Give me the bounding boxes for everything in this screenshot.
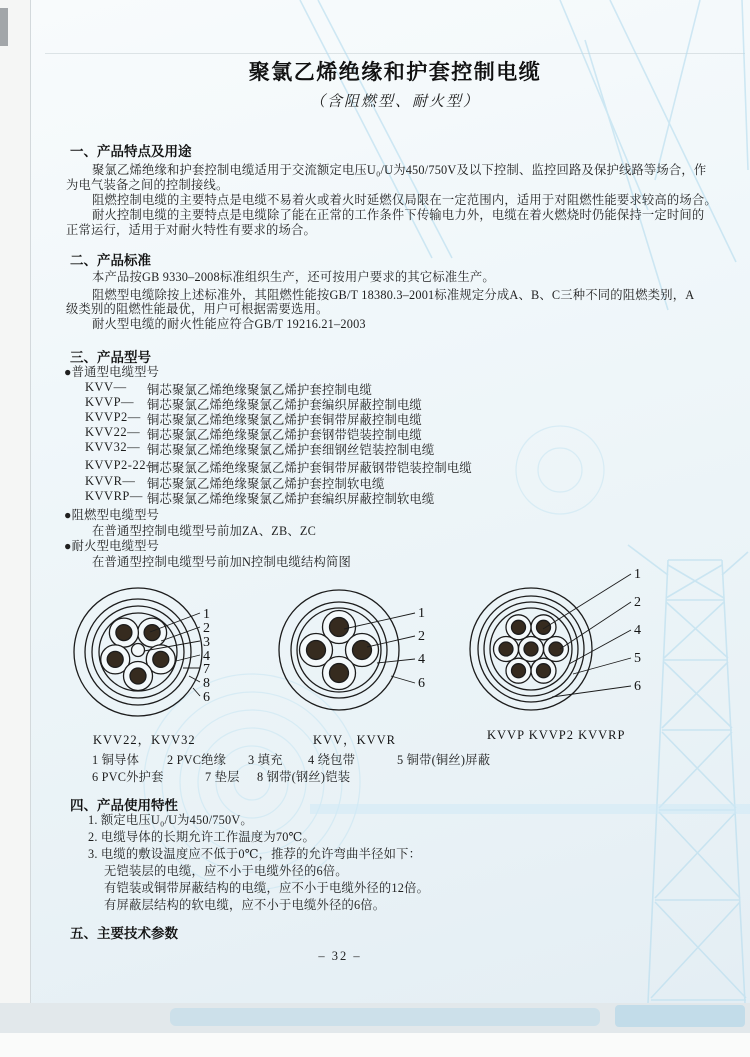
- flame-note: 在普通型控制电缆型号前加ZA、ZB、ZC: [92, 524, 316, 538]
- diagram-label: 1: [634, 567, 641, 582]
- legend-item: 7 垫层: [205, 770, 240, 784]
- fire-note: 在普通型控制电缆型号前加N控制电缆结构简图: [92, 555, 352, 569]
- legend-item: 3 填充: [248, 753, 283, 767]
- diagram-label: 6: [203, 690, 210, 705]
- diagram-label: 6: [634, 679, 641, 694]
- model-desc: 铜芯聚氯乙烯绝缘聚氯乙烯护套控制软电缆: [147, 477, 385, 491]
- model-code: KVVP—: [85, 395, 135, 409]
- section-heading-parameters: 五、主要技术参数: [70, 926, 178, 941]
- model-code: KVVP2-22—: [85, 458, 159, 472]
- diagram-label: 4: [418, 652, 425, 667]
- body-line: 本产品按GB 9330–2008标准组织生产，还可按用户要求的其它标准生产。: [92, 270, 495, 284]
- diagram-label: 4: [634, 623, 641, 638]
- legend-item: 4 绕包带: [308, 753, 356, 767]
- usage-subitem: 有屏蔽层结构的软电缆，应不小于电缆外径的6倍。: [104, 898, 386, 912]
- model-desc: 铜芯聚氯乙烯绝缘聚氯乙烯护套编织屏蔽控制软电缆: [147, 492, 435, 506]
- doc-subtitle: （含阻燃型、耐火型）: [309, 94, 480, 110]
- model-code: KVVRP—: [85, 489, 143, 503]
- model-desc: 铜芯聚氯乙烯绝缘聚氯乙烯护套控制电缆: [147, 383, 372, 397]
- cable-structure-diagrams: [0, 555, 750, 755]
- body-line: 为电气装备之间的控制接线。: [66, 178, 229, 192]
- diagram-label: 2: [634, 595, 641, 610]
- diagram-caption-plain: KVV，KVVR: [313, 733, 397, 747]
- diagram-label: 1: [203, 607, 210, 622]
- usage-subitem: 有铠装或铜带屏蔽结构的电缆，应不小于电缆外径的12倍。: [104, 881, 430, 895]
- diagram-label: 5: [634, 651, 641, 666]
- section-heading-models: 三、产品型号: [70, 350, 151, 365]
- model-desc: 铜芯聚氯乙烯绝缘聚氯乙烯护套钢带铠装控制电缆: [147, 428, 422, 442]
- bullet-fire-models: ●耐火型电缆型号: [64, 539, 160, 553]
- usage-subitem: 无铠装层的电缆，应不小于电缆外径的6倍。: [104, 864, 348, 878]
- diagram-label: 8: [203, 676, 210, 691]
- usage-item: 2. 电缆导体的长期允许工作温度为70℃。: [88, 830, 316, 844]
- doc-title: 聚氯乙烯绝缘和护套控制电缆: [248, 60, 542, 84]
- diagram-label: 2: [418, 629, 425, 644]
- diagram-label: 7: [203, 662, 210, 677]
- body-line: 阻燃控制电缆的主要特点是电缆不易着火或着火时延燃仅局限在一定范围内，适用于对阻燃性能要求较高的场合。: [92, 193, 717, 207]
- body-line: 耐火型电缆的耐火性能应符合GB/T 19216.21–2003: [92, 317, 366, 331]
- legend-item: 8 钢带(钢丝)铠装: [257, 770, 351, 784]
- legend-item: 1 铜导体: [92, 753, 140, 767]
- cable-cross-section-screened: [470, 574, 631, 710]
- model-code: KVVP2—: [85, 410, 141, 424]
- page-number: – 32 –: [318, 949, 362, 963]
- body-line: 级类别的阻燃性能最优，用户可根据需要选用。: [66, 302, 329, 316]
- bullet-flame-models: ●阻燃型电缆型号: [64, 508, 160, 522]
- section-heading-usage: 四、产品使用特性: [70, 798, 178, 813]
- model-code: KVVR—: [85, 474, 136, 488]
- model-code: KVV32—: [85, 440, 141, 454]
- section-heading-features: 一、产品特点及用途: [70, 144, 192, 159]
- model-code: KVV—: [85, 380, 127, 394]
- diagram-label: 4: [203, 649, 210, 664]
- legend-item: 6 PVC外护套: [92, 770, 164, 784]
- model-desc: 铜芯聚氯乙烯绝缘聚氯乙烯护套铜带屏蔽控制电缆: [147, 413, 422, 427]
- model-code: KVV22—: [85, 425, 141, 439]
- cable-cross-section-plain: [279, 590, 415, 710]
- body-line: 聚氯乙烯绝缘和护套控制电缆适用于交流额定电压U₀/U为450/750V及以下控制、监控回路及保护线路等场合，作: [92, 163, 707, 177]
- cable-cross-section-armored: [74, 588, 202, 716]
- diagram-label: 3: [203, 635, 210, 650]
- legend-item: 2 PVC绝缘: [167, 753, 227, 767]
- diagram-label: 1: [418, 606, 425, 621]
- diagram-label: 2: [203, 621, 210, 636]
- bullet-normal-models: ●普通型电缆型号: [64, 365, 160, 379]
- body-line: 阻燃型电缆除按上述标准外，其阻燃性能按GB/T 18380.3–2001标准规定分成A、B、C三种不同的阻燃类别，A: [92, 288, 695, 302]
- model-desc: 铜芯聚氯乙烯绝缘聚氯乙烯护套细钢丝铠装控制电缆: [147, 443, 435, 457]
- usage-item: 3. 电缆的敷设温度应不低于0℃，推荐的允许弯曲半径如下：: [88, 847, 422, 861]
- body-line: 正常运行，适用于对耐火特性有要求的场合。: [66, 223, 316, 237]
- model-desc: 铜芯聚氯乙烯绝缘聚氯乙烯护套铜带屏蔽钢带铠装控制电缆: [147, 461, 472, 475]
- usage-item: 1. 额定电压U₀/U为450/750V。: [88, 813, 253, 827]
- legend-item: 5 铜带(铜丝)屏蔽: [397, 753, 491, 767]
- section-heading-standards: 二、产品标准: [70, 253, 151, 268]
- body-line: 耐火控制电缆的主要特点是电缆除了能在正常的工作条件下传输电力外，电缆在着火燃烧时仍能保持一定时间的: [92, 208, 705, 222]
- diagram-caption-screened: KVVP KVVP2 KVVRP: [487, 728, 626, 742]
- diagram-label: 6: [418, 676, 425, 691]
- model-desc: 铜芯聚氯乙烯绝缘聚氯乙烯护套编织屏蔽控制电缆: [147, 398, 422, 412]
- diagram-caption-armored: KVV22，KVV32: [93, 733, 196, 747]
